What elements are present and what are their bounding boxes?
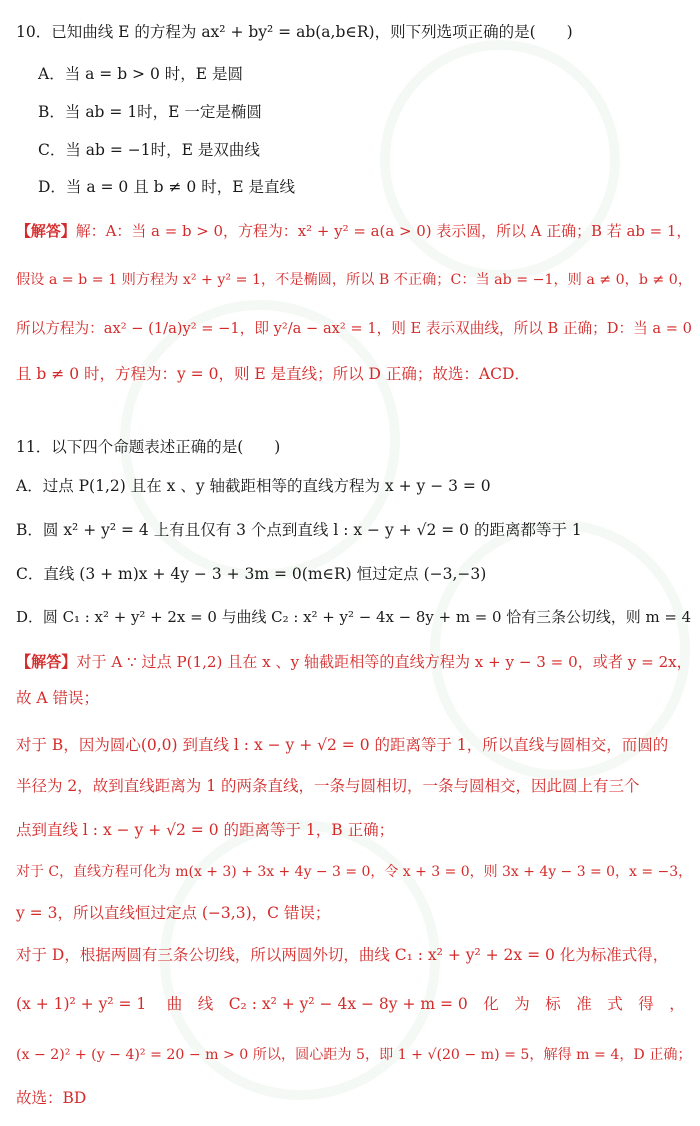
q10-option-b: B．当 ab = 1时，E 一定是椭圆 xyxy=(38,103,262,121)
q10-answer-line-4: 且 b ≠ 0 时，方程为：y = 0，则 E 是直线；所以 D 正确；故选：ACD． xyxy=(16,365,530,383)
q11-answer-tag: 【解答】 xyxy=(16,653,77,671)
q11-answer-line-1 xyxy=(16,652,690,672)
q11-answer-line-4: 半径为 2，故到直线距离为 1 的两条直线，一条与圆相切，一条与圆相交，因此圆上有三个 xyxy=(16,777,640,795)
q10-option-c: C．当 ab = −1时，E 是双曲线 xyxy=(38,141,260,159)
q11-option-a: A．过点 P(1,2) 且在 x 、y 轴截距相等的直线方程为 x + y − 3 = 0 xyxy=(16,477,491,495)
q11-answer-line-3: 对于 B，因为圆心(0,0) 到直线 l : x − y + √2 = 0 的距离等于 1，所以直线与圆相交，而圆的 xyxy=(16,736,669,754)
q11-answer-line-7: y = 3，所以直线恒过定点 (−3,3)，C 错误； xyxy=(16,904,331,922)
q11-answer-line-11: 故选：BD xyxy=(16,1089,87,1107)
q11-answer-line-8: 对于 D，根据两圆有三条公切线，所以两圆外切，曲线 C₁ : x² + y² + 2x = 0 化为标准式得， xyxy=(16,946,669,964)
q11-answer-line-6: 对于 C，直线方程可化为 m(x + 3) + 3x + 4y − 3 = 0，令 x + 3 = 0，则 3x + 4y − 3 = 0，x = −3， xyxy=(16,864,693,880)
question-10-stem: 10．已知曲线 E 的方程为 ax² + by² = ab(a,b∈R)，则下列选项正确的是( ) xyxy=(16,23,573,41)
q10-answer-line-2: 假设 a = b = 1 则方程为 x² + y² = 1，不是椭圆，所以 B 不正确；C：当 ab = −1，则 a ≠ 0，b ≠ 0， xyxy=(16,272,692,288)
q10-option-d: D．当 a = 0 且 b ≠ 0 时，E 是直线 xyxy=(38,178,295,196)
q11-answer-line-10: (x − 2)² + (y − 4)² = 20 − m > 0 所以，圆心距为 5，即 1 + √(20 − m) = 5，解得 m = 4，D 正确； xyxy=(16,1047,692,1063)
question-11-stem: 11．以下四个命题表述正确的是( ) xyxy=(16,438,281,456)
q10-answer-line-1 xyxy=(16,221,690,241)
q10-answer-text-1: 解：A：当 a = b > 0，方程为：x² + y² = a(a > 0) 表示圆，所以 A 正确；B 若 ab = 1， xyxy=(75,222,692,240)
q10-answer-tag: 【解答】 xyxy=(16,222,76,240)
q11-answer-line-2: 故 A 错误； xyxy=(16,689,100,707)
q11-answer-text-1: 对于 A ∵ 过点 P(1,2) 且在 x 、y 轴截距相等的直线方程为 x + y − 3 = 0，或者 y = 2x， xyxy=(76,653,692,671)
q11-answer-line-5: 点到直线 l : x − y + √2 = 0 的距离等于 1，B 正确； xyxy=(16,821,395,839)
q11-option-c: C．直线 (3 + m)x + 4y − 3 + 3m = 0(m∈R) 恒过定点 (−3,−3) xyxy=(16,565,487,583)
q10-option-a: A．当 a = b > 0 时，E 是圆 xyxy=(38,65,243,83)
q11-answer-line-9: (x + 1)² + y² = 1 曲 线 C₂ : x² + y² − 4x − 8y + m = 0 化 为 标 准 式 得 ， xyxy=(16,995,685,1013)
q10-answer-line-3: 所以方程为：ax² − (1/a)y² = −1，即 y²/a − ax² = 1，则 E 表示双曲线，所以 B 正确；D：当 a = 0 xyxy=(16,320,692,337)
q11-option-d: D．圆 C₁ : x² + y² + 2x = 0 与曲线 C₂ : x² + y² − 4x − 8y + m = 0 恰有三条公切线，则 m = 4 xyxy=(16,608,692,626)
q11-option-b: B．圆 x² + y² = 4 上有且仅有 3 个点到直线 l : x − y + √2 = 0 的距离都等于 1 xyxy=(16,521,582,539)
